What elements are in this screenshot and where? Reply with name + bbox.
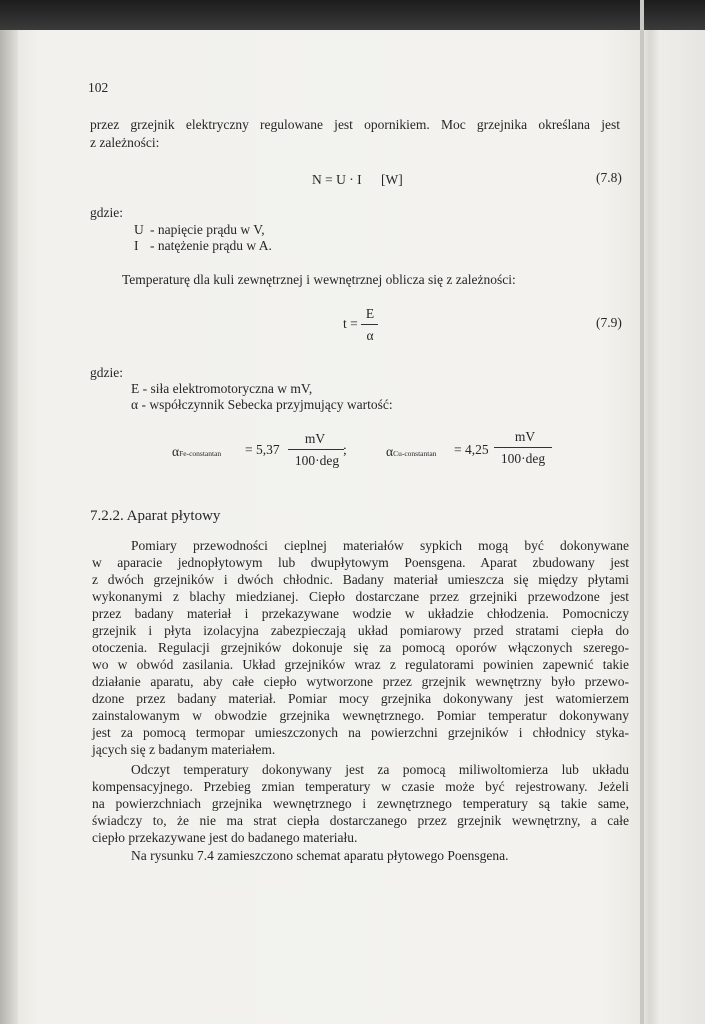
para3-line-1: Na rysunku 7.4 zamieszczono schemat aparatu płytowego Poensgena. xyxy=(131,848,509,863)
alpha-cu-fraction-bar xyxy=(494,447,552,448)
equation-7-9-number: (7.9) xyxy=(596,315,622,330)
alpha-cu-symbol: α xyxy=(386,444,394,459)
symbol-e-desc: E - siła elektromotoryczna w mV, xyxy=(131,381,313,396)
fraction-bar xyxy=(361,324,378,325)
symbol-alpha-desc: α - współczynnik Sebecka przyjmujący wartość: xyxy=(131,397,393,412)
intro-line-2: z zależności: xyxy=(90,135,160,150)
alpha-cu-denominator: 100·deg xyxy=(500,451,546,466)
para1-line-5: przez badany materiał i przekazywane wodzie w układzie chłodzenia. Pomocniczy xyxy=(92,606,629,621)
para1-line-9: działanie aparatu, aby całe ciepło wytworzone przez grzejnik wewnętrzny było przewo- xyxy=(92,674,629,689)
para1-line-2: w aparacie jednopłytowym lub dwupłytowym Poensgena. Aparat zbudowany jest xyxy=(92,555,629,570)
alpha-fe-numerator: mV xyxy=(304,431,326,446)
symbol-u-desc: - napięcie prądu w V, xyxy=(150,222,265,237)
para2-line-2: kompensacyjnego. Przebieg zmian temperatury w czasie może być rejestrowany. Jeżeli xyxy=(92,779,629,794)
alpha-fe-value: = 5,37 xyxy=(245,442,280,457)
para2-line-1: Odczyt temperatury dokonywany jest za pomocą miliwoltomierza lub układu xyxy=(131,762,629,777)
para1-line-10: dzone przez badany materiał. Pomiar mocy grzejnika dokonywany jest watomierzem xyxy=(92,691,629,706)
equation-7-8-unit: [W] xyxy=(381,172,403,187)
para1-line-8: wo w obwód zasilania. Układ grzejników wraz z regulatorami powinien zapewnić takie xyxy=(92,657,629,672)
binding-shadow xyxy=(0,30,18,1024)
page-fold xyxy=(640,0,644,1024)
intro-line-1: przez grzejnik elektryczny regulowane jest opornikiem. Moc grzejnika określana jest xyxy=(90,117,620,132)
alpha-cu-subscript: Cu-constantan xyxy=(393,449,437,458)
para1-line-3: z dwóch grzejników i dwóch chłodnic. Badany materiał umieszcza się między płytami xyxy=(92,572,629,587)
temperature-sentence: Temperaturę dla kuli zewnętrznej i wewnętrznej oblicza się z zależności: xyxy=(122,272,516,287)
equation-7-8: N = U · I xyxy=(312,172,362,187)
symbol-i-desc: - natężenie prądu w A. xyxy=(150,238,272,253)
equation-7-8-number: (7.8) xyxy=(596,170,622,185)
scan-top-edge xyxy=(0,0,705,30)
alpha-fe-denominator: 100·deg xyxy=(294,453,340,468)
alpha-cu-numerator: mV xyxy=(514,429,536,444)
section-heading: 7.2.2. Aparat płytowy xyxy=(90,508,221,524)
para1-line-4: wykonanymi z blachy miedzianej. Ciepło dostarczane przez grzejniki przewodzone jest xyxy=(92,589,629,604)
alpha-fe-label xyxy=(172,444,221,462)
equation-7-9-denominator: α xyxy=(366,328,374,343)
alpha-cu-value: = 4,25 xyxy=(454,442,489,457)
para2-line-4: świadczy to, że nie ma strat ciepła dostarczanego przez grzejnik wewnętrzny, a całe xyxy=(92,813,629,828)
gdzie-label-1: gdzie: xyxy=(90,205,123,220)
para1-line-13: jących się z badanym materiałem. xyxy=(92,742,276,757)
alpha-fe-subscript: Fe-constantan xyxy=(179,449,222,458)
para2-line-3: na powierzchniach grzejnika wewnętrznego i zewnętrznego temperatury są takie same, xyxy=(92,796,629,811)
gdzie-label-2: gdzie: xyxy=(90,365,123,380)
symbol-u: U xyxy=(134,222,144,237)
alpha-fe-fraction-bar xyxy=(288,449,344,450)
page-number: 102 xyxy=(88,80,109,95)
para1-line-6: grzejnik i płyta izolacyjna zabezpieczają układ pomiarowy przed stratami ciepła do xyxy=(92,623,629,638)
para1-line-11: zainstalowanym w obwodzie grzejnika wewnętrznego. Pomiar temperatur dokonywany xyxy=(92,708,629,723)
equation-7-9-lhs: t = xyxy=(343,316,358,331)
alpha-fe-separator: ; xyxy=(343,442,347,457)
para1-line-7: otoczenia. Regulacji grzejników dokonuje się za pomocą oporów włączonych szerego- xyxy=(92,640,629,655)
alpha-cu-label xyxy=(386,444,436,462)
para1-line-1: Pomiary przewodności cieplnej materiałów sypkich mogą być dokonywane xyxy=(131,538,629,553)
equation-7-9-numerator: E xyxy=(365,306,375,321)
alpha-fe-symbol: α xyxy=(172,444,180,459)
para1-line-12: jest za pomocą termopar umieszczonych na powierzchni grzejników i chłodnicy styka- xyxy=(92,725,629,740)
para2-line-5: ciepło przekazywane jest do badanego materiału. xyxy=(92,830,358,845)
symbol-i: I xyxy=(134,238,139,253)
